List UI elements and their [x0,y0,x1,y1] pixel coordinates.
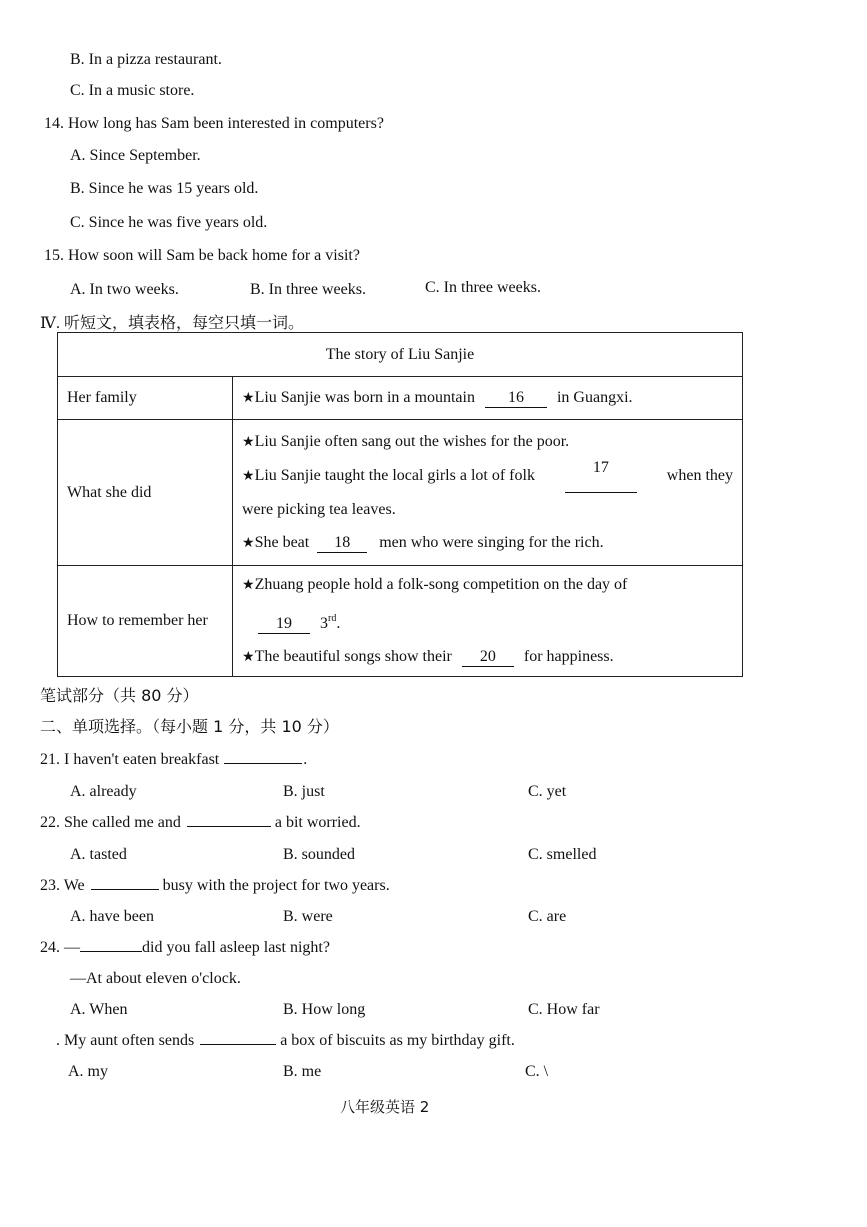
star-icon: ★ [242,577,255,593]
q22-option-a[interactable]: A. tasted [70,846,127,863]
table-line [242,640,733,674]
q24-reply: —At about eleven o'clock. [70,970,241,987]
line-text: were picking tea leaves. [242,501,396,518]
answer-blank-20[interactable]: 20 [462,648,514,667]
question-text: a box of biscuits as my birthday gift. [280,1032,515,1049]
q25-option-a[interactable]: A. my [68,1063,108,1080]
section2-title: 二、单项选择。（每小题 1 分，共 10 分） [40,717,339,736]
q25-option-c[interactable]: C. \ [525,1063,549,1080]
line-text: 3 [320,615,328,632]
q22-option-c[interactable]: C. smelled [528,846,597,863]
question-text: did you fall asleep last night? [142,939,330,956]
q24-option-c[interactable]: C. How far [528,1001,600,1018]
q21-option-a[interactable]: A. already [70,783,137,800]
answer-blank-16[interactable]: 16 [485,389,547,408]
q14-question: 14. How long has Sam been interested in computers? [44,115,384,132]
line-text: when they [666,467,733,484]
question-text: . [303,751,308,768]
answer-blank-19[interactable]: 19 [258,615,310,634]
written-part-title: 笔试部分（共 80 分） [40,686,199,705]
page-footer: 八年级英语 2 [340,1098,430,1116]
row-content [233,377,743,420]
row-content [233,420,743,566]
q24-option-b[interactable]: B. How long [283,1001,366,1018]
table-line [242,602,733,640]
answer-blank[interactable] [200,1044,276,1045]
q23-option-a[interactable]: A. have been [70,908,154,925]
q15-question: 15. How soon will Sam be back home for a visit? [44,247,360,264]
q24-question [40,938,330,958]
q21-question [40,750,307,770]
q25-option-b[interactable]: B. me [283,1063,322,1080]
question-text: busy with the project for two years. [162,877,390,894]
answer-blank[interactable] [91,889,159,890]
q21-option-c[interactable]: C. yet [528,783,567,800]
q24-option-a[interactable]: A. When [70,1001,128,1018]
line-text: for happiness. [523,648,614,665]
question-text: 24. — [40,939,80,956]
table-line [242,568,733,602]
question-text: . My aunt often sends [56,1032,195,1049]
question-text: 21. I haven't eaten breakfast [40,751,220,768]
line-text: Zhuang people hold a folk-song competition on the day of [254,576,628,593]
star-icon: ★ [242,535,255,551]
story-table [57,332,743,677]
line-text: The beautiful songs show their [254,648,452,665]
line-text: Liu Sanjie was born in a mountain [254,389,475,406]
section4-number: Ⅳ. [40,315,60,332]
table-line [242,493,733,526]
q14-option-b: B. Since he was 15 years old. [70,180,259,197]
star-icon: ★ [242,390,255,406]
q13-option-b: B. In a pizza restaurant. [70,51,222,68]
superscript: rd [328,613,337,624]
q23-option-c[interactable]: C. are [528,908,567,925]
q22-option-b[interactable]: B. sounded [283,846,355,863]
star-icon: ★ [242,434,255,450]
question-text: 22. She called me and [40,814,181,831]
q14-option-c: C. Since he was five years old. [70,214,268,231]
table-line [242,526,733,560]
q21-option-b[interactable]: B. just [283,783,325,800]
line-text: in Guangxi. [556,389,633,406]
line-text: Liu Sanjie often sang out the wishes for the poor. [254,433,570,450]
answer-blank[interactable] [187,826,271,827]
table-title: The story of Liu Sanjie [58,333,743,377]
line-text: She beat [254,534,310,551]
answer-blank-18[interactable]: 18 [317,534,367,553]
star-icon: ★ [242,468,255,484]
table-line [242,381,733,415]
q14-option-a: A. Since September. [70,147,201,164]
table-row [58,566,743,677]
table-row [58,420,743,566]
line-text: men who were singing for the rich. [379,534,604,551]
row-label: Her family [58,377,233,420]
answer-blank[interactable] [80,951,142,952]
line-text: . [336,615,341,632]
q15-option-b: B. In three weeks. [250,281,366,298]
q25-question [56,1031,515,1051]
q15-option-a: A. In two weeks. [70,281,179,298]
star-icon: ★ [242,649,255,665]
section4-heading [40,313,304,334]
row-content [233,566,743,677]
q22-question [40,813,361,833]
table-line [242,459,733,493]
q23-option-b[interactable]: B. were [283,908,333,925]
row-label: What she did [58,420,233,566]
row-label: How to remember her [58,566,233,677]
q13-option-c: C. In a music store. [70,82,195,99]
q23-question [40,876,390,896]
line-text: Liu Sanjie taught the local girls a lot of folk [254,467,535,484]
table-row [58,377,743,420]
section4-instruction: 听短文，填表格，每空只填一词。 [63,313,304,332]
q15-option-c: C. In three weeks. [425,279,541,296]
question-text: 23. We [40,877,85,894]
table-line [242,425,733,459]
answer-blank[interactable] [224,763,302,764]
answer-blank-17[interactable]: 17 [565,459,637,493]
question-text: a bit worried. [274,814,361,831]
